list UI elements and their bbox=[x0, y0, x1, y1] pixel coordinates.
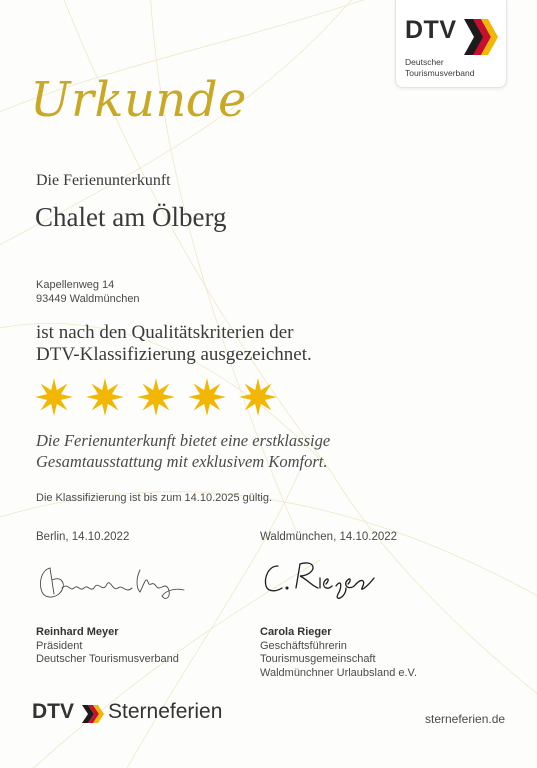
logo-line-1: Deutscher bbox=[405, 57, 444, 67]
star-rating bbox=[34, 377, 284, 417]
signatory-org-line-2: Waldmünchner Urlaubsland e.V. bbox=[260, 666, 417, 679]
certificate-title: Urkunde bbox=[30, 72, 247, 128]
star-icon bbox=[137, 378, 175, 416]
address-city: 93449 Waldmünchen bbox=[36, 293, 140, 305]
address-street: Kapellenweg 14 bbox=[36, 279, 115, 291]
signatory-right bbox=[260, 626, 417, 680]
signatory-org-line-1: Tourismusgemeinschaft bbox=[260, 653, 376, 665]
property-name: Chalet am Ölberg bbox=[35, 202, 227, 232]
brand-abbr: DTV bbox=[32, 700, 74, 723]
star-icon bbox=[86, 378, 124, 416]
star-icon bbox=[239, 378, 277, 416]
place-date-left: Berlin, 14.10.2022 bbox=[36, 531, 130, 543]
star-icon bbox=[188, 378, 226, 416]
logo-abbr: DTV bbox=[405, 16, 457, 44]
statement-line-2: DTV-Klassifizierung ausgezeichnet. bbox=[36, 344, 312, 365]
signatory-org: Deutscher Tourismusverband bbox=[36, 653, 179, 665]
logo-line-2: Tourismusverband bbox=[405, 68, 475, 78]
statement-line-1: ist nach den Qualitätskriterien der bbox=[36, 322, 294, 343]
signatory-name: Carola Rieger bbox=[260, 626, 332, 638]
signatory-role: Geschäftsführerin bbox=[260, 639, 347, 652]
certificate-subtitle: Die Ferienunterkunft bbox=[36, 172, 171, 189]
signatory-left bbox=[36, 626, 179, 667]
signature-meyer bbox=[36, 562, 191, 604]
place-date-right: Waldmünchen, 14.10.2022 bbox=[260, 531, 398, 543]
chevron-icon bbox=[80, 703, 106, 725]
tagline-line-2: Gesamtausstattung mit exklusivem Komfort. bbox=[36, 452, 328, 471]
validity-note: Die Klassifizierung ist bis zum 14.10.2025 gültig. bbox=[36, 492, 273, 504]
signatory-name: Reinhard Meyer bbox=[36, 626, 119, 638]
star-icon bbox=[35, 378, 73, 416]
website-url: sterneferien.de bbox=[425, 712, 506, 726]
tagline-line-1: Die Ferienunterkunft bietet eine erstklassige bbox=[36, 431, 331, 450]
signature-rieger bbox=[262, 558, 377, 604]
chevron-icon bbox=[462, 17, 500, 57]
brand-name: Sterneferien bbox=[108, 700, 223, 723]
signatory-role: Präsident bbox=[36, 639, 83, 652]
dtv-logo bbox=[395, 0, 507, 88]
